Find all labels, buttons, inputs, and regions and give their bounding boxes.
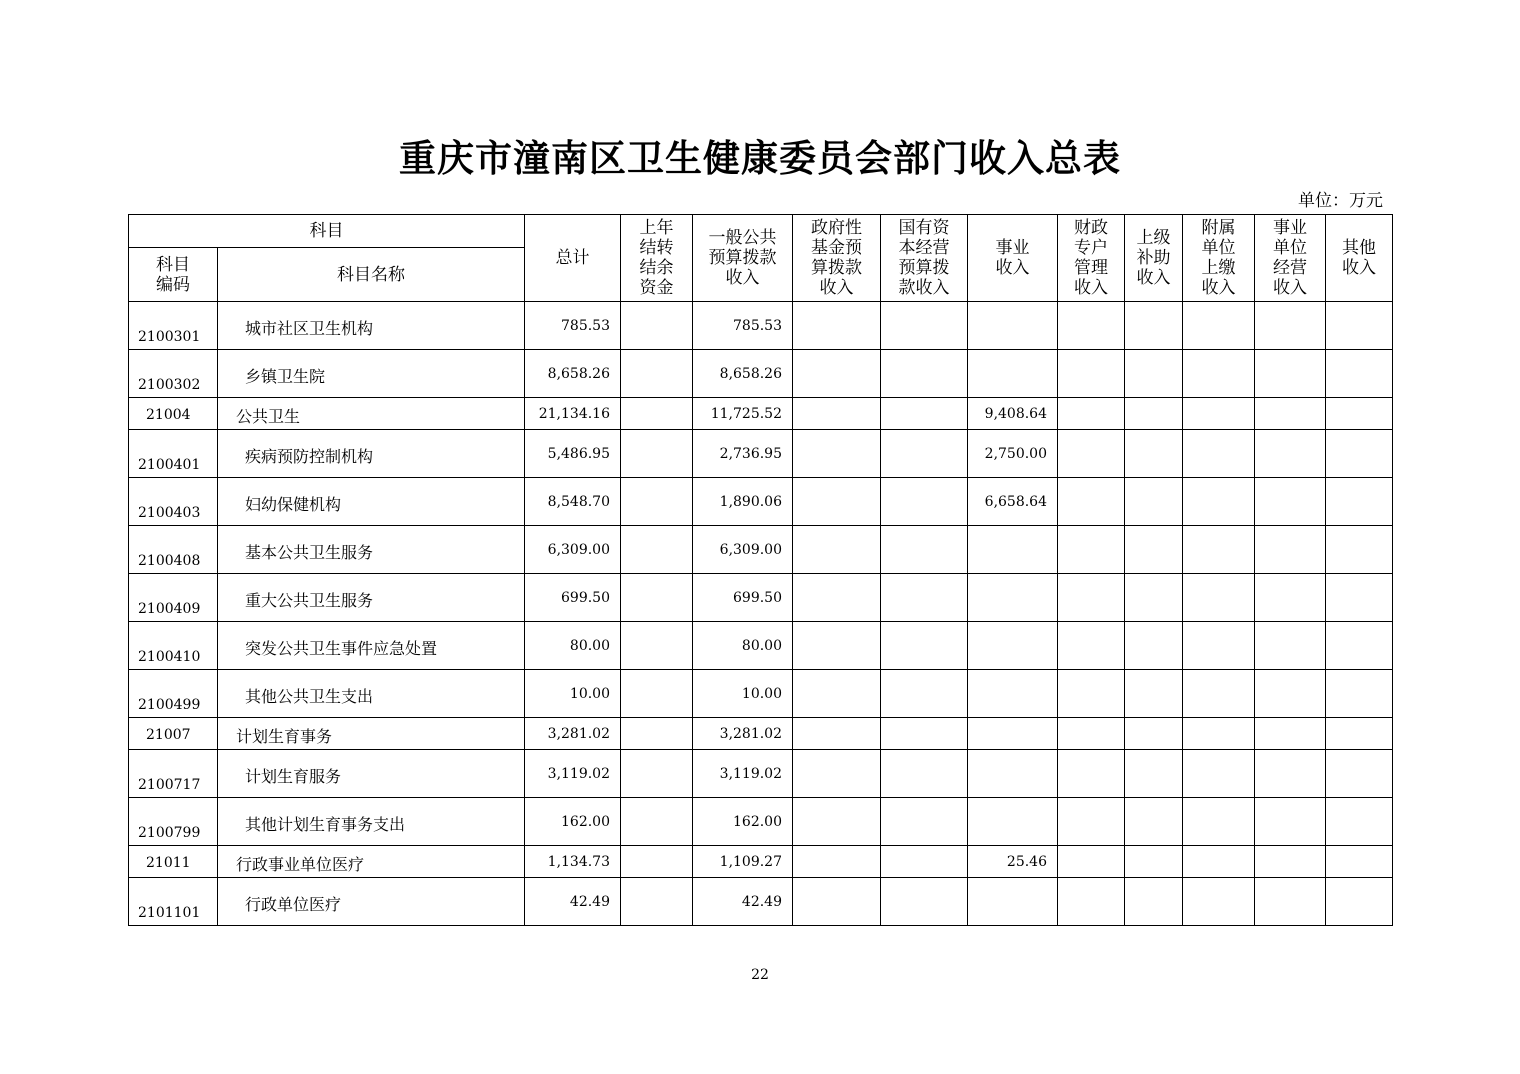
header-code: 科目 编码 (129, 248, 218, 302)
cell-other (1326, 350, 1393, 398)
cell-superior (1125, 526, 1183, 574)
cell-operating (1255, 526, 1326, 574)
cell-affiliated (1183, 670, 1255, 718)
table-row (129, 526, 1393, 574)
cell-gov-fund (793, 302, 881, 350)
cell-state (881, 718, 968, 750)
cell-state (881, 750, 968, 798)
unit-label: 单位：万元 (1298, 191, 1383, 211)
row-name: 公共卫生 (218, 398, 525, 430)
row-code: 2100409 (129, 574, 218, 622)
cell-business (968, 798, 1058, 846)
cell-total: 21,134.16 (525, 398, 621, 430)
cell-superior (1125, 478, 1183, 526)
cell-superior (1125, 398, 1183, 430)
cell-operating (1255, 718, 1326, 750)
cell-special (1058, 846, 1125, 878)
cell-operating (1255, 350, 1326, 398)
cell-special (1058, 718, 1125, 750)
cell-carryover (621, 526, 693, 574)
header-subject: 科目 (129, 215, 525, 248)
cell-affiliated (1183, 622, 1255, 670)
header-carryover: 上年 结转 结余 资金 (621, 215, 693, 302)
row-name: 行政单位医疗 (218, 878, 525, 926)
cell-gov-fund (793, 718, 881, 750)
cell-special (1058, 302, 1125, 350)
header-other: 其他 收入 (1326, 215, 1393, 302)
cell-affiliated (1183, 398, 1255, 430)
cell-carryover (621, 574, 693, 622)
cell-operating (1255, 670, 1326, 718)
cell-special (1058, 750, 1125, 798)
cell-affiliated (1183, 718, 1255, 750)
table-row (129, 430, 1393, 478)
table-row (129, 798, 1393, 846)
cell-gov-fund (793, 398, 881, 430)
row-name: 城市社区卫生机构 (218, 302, 525, 350)
table-row (129, 670, 1393, 718)
table-row (129, 398, 1393, 430)
cell-carryover (621, 878, 693, 926)
cell-superior (1125, 846, 1183, 878)
table-row (129, 718, 1393, 750)
row-code: 2100408 (129, 526, 218, 574)
cell-other (1326, 526, 1393, 574)
cell-other (1326, 846, 1393, 878)
cell-state (881, 478, 968, 526)
cell-state (881, 430, 968, 478)
cell-general: 162.00 (693, 798, 793, 846)
header-name: 科目名称 (218, 248, 525, 302)
cell-operating (1255, 878, 1326, 926)
cell-total: 699.50 (525, 574, 621, 622)
header-superior-subsidy: 上级 补助 收入 (1125, 215, 1183, 302)
cell-business (968, 622, 1058, 670)
cell-affiliated (1183, 478, 1255, 526)
cell-other (1326, 398, 1393, 430)
cell-special (1058, 526, 1125, 574)
cell-special (1058, 798, 1125, 846)
row-name: 计划生育服务 (218, 750, 525, 798)
row-name: 行政事业单位医疗 (218, 846, 525, 878)
row-code: 2100302 (129, 350, 218, 398)
cell-affiliated (1183, 750, 1255, 798)
row-name: 计划生育事务 (218, 718, 525, 750)
cell-operating (1255, 574, 1326, 622)
header-state-capital: 国有资 本经营 预算拨 款收入 (881, 215, 968, 302)
table-row (129, 574, 1393, 622)
row-name: 基本公共卫生服务 (218, 526, 525, 574)
row-code: 2100499 (129, 670, 218, 718)
cell-carryover (621, 430, 693, 478)
header-row-1 (129, 215, 1393, 248)
cell-general: 11,725.52 (693, 398, 793, 430)
cell-state (881, 670, 968, 718)
table-row (129, 350, 1393, 398)
cell-other (1326, 622, 1393, 670)
table-row (129, 846, 1393, 878)
cell-gov-fund (793, 526, 881, 574)
cell-total: 162.00 (525, 798, 621, 846)
page-title: 重庆市潼南区卫生健康委员会部门收入总表 (399, 136, 1121, 180)
cell-special (1058, 430, 1125, 478)
cell-general: 8,658.26 (693, 350, 793, 398)
cell-total: 5,486.95 (525, 430, 621, 478)
cell-business (968, 526, 1058, 574)
cell-total: 3,119.02 (525, 750, 621, 798)
cell-carryover (621, 670, 693, 718)
row-code: 2100717 (129, 750, 218, 798)
cell-business (968, 574, 1058, 622)
cell-operating (1255, 478, 1326, 526)
cell-state (881, 622, 968, 670)
cell-general: 3,119.02 (693, 750, 793, 798)
cell-state (881, 526, 968, 574)
cell-total: 6,309.00 (525, 526, 621, 574)
cell-other (1326, 430, 1393, 478)
cell-general: 6,309.00 (693, 526, 793, 574)
cell-gov-fund (793, 670, 881, 718)
cell-other (1326, 718, 1393, 750)
cell-general: 1,109.27 (693, 846, 793, 878)
cell-carryover (621, 478, 693, 526)
cell-general: 2,736.95 (693, 430, 793, 478)
cell-total: 42.49 (525, 878, 621, 926)
cell-superior (1125, 718, 1183, 750)
row-code: 2100403 (129, 478, 218, 526)
cell-total: 80.00 (525, 622, 621, 670)
cell-carryover (621, 718, 693, 750)
cell-other (1326, 302, 1393, 350)
cell-gov-fund (793, 798, 881, 846)
cell-special (1058, 670, 1125, 718)
cell-business: 25.46 (968, 846, 1058, 878)
cell-other (1326, 574, 1393, 622)
table-row (129, 622, 1393, 670)
cell-special (1058, 478, 1125, 526)
cell-total: 1,134.73 (525, 846, 621, 878)
cell-affiliated (1183, 526, 1255, 574)
cell-superior (1125, 302, 1183, 350)
cell-special (1058, 574, 1125, 622)
cell-operating (1255, 302, 1326, 350)
cell-other (1326, 670, 1393, 718)
cell-business (968, 718, 1058, 750)
header-general-budget: 一般公共 预算拨款 收入 (693, 215, 793, 302)
cell-operating (1255, 846, 1326, 878)
row-code: 2100301 (129, 302, 218, 350)
cell-superior (1125, 622, 1183, 670)
header-special-account: 财政 专户 管理 收入 (1058, 215, 1125, 302)
row-name: 妇幼保健机构 (218, 478, 525, 526)
header-business: 事业 收入 (968, 215, 1058, 302)
table-row (129, 302, 1393, 350)
header-gov-fund: 政府性 基金预 算拨款 收入 (793, 215, 881, 302)
row-code: 2101101 (129, 878, 218, 926)
cell-total: 3,281.02 (525, 718, 621, 750)
cell-gov-fund (793, 478, 881, 526)
cell-total: 8,548.70 (525, 478, 621, 526)
row-code: 2100410 (129, 622, 218, 670)
cell-affiliated (1183, 350, 1255, 398)
cell-general: 42.49 (693, 878, 793, 926)
cell-business: 6,658.64 (968, 478, 1058, 526)
cell-state (881, 846, 968, 878)
cell-affiliated (1183, 574, 1255, 622)
page-number: 22 (751, 967, 769, 983)
cell-business: 9,408.64 (968, 398, 1058, 430)
table-row (129, 750, 1393, 798)
cell-business (968, 670, 1058, 718)
cell-state (881, 398, 968, 430)
header-affiliated: 附属 单位 上缴 收入 (1183, 215, 1255, 302)
cell-business (968, 350, 1058, 398)
cell-business (968, 878, 1058, 926)
cell-operating (1255, 798, 1326, 846)
cell-affiliated (1183, 798, 1255, 846)
cell-general: 10.00 (693, 670, 793, 718)
cell-gov-fund (793, 622, 881, 670)
cell-other (1326, 478, 1393, 526)
cell-state (881, 302, 968, 350)
row-code: 21011 (129, 846, 218, 878)
cell-gov-fund (793, 430, 881, 478)
cell-affiliated (1183, 846, 1255, 878)
cell-general: 699.50 (693, 574, 793, 622)
cell-state (881, 878, 968, 926)
header-total: 总计 (525, 215, 621, 302)
cell-state (881, 350, 968, 398)
cell-operating (1255, 750, 1326, 798)
cell-affiliated (1183, 878, 1255, 926)
cell-gov-fund (793, 878, 881, 926)
row-code: 2100799 (129, 798, 218, 846)
cell-state (881, 798, 968, 846)
cell-general: 1,890.06 (693, 478, 793, 526)
cell-carryover (621, 622, 693, 670)
cell-affiliated (1183, 302, 1255, 350)
cell-superior (1125, 350, 1183, 398)
cell-special (1058, 350, 1125, 398)
cell-special (1058, 398, 1125, 430)
cell-carryover (621, 302, 693, 350)
cell-other (1326, 798, 1393, 846)
row-name: 乡镇卫生院 (218, 350, 525, 398)
cell-special (1058, 622, 1125, 670)
cell-carryover (621, 846, 693, 878)
cell-other (1326, 878, 1393, 926)
cell-operating (1255, 622, 1326, 670)
cell-superior (1125, 878, 1183, 926)
cell-superior (1125, 430, 1183, 478)
cell-superior (1125, 798, 1183, 846)
cell-superior (1125, 574, 1183, 622)
row-code: 21004 (129, 398, 218, 430)
cell-operating (1255, 398, 1326, 430)
cell-carryover (621, 798, 693, 846)
cell-gov-fund (793, 750, 881, 798)
table-row (129, 478, 1393, 526)
cell-total: 8,658.26 (525, 350, 621, 398)
cell-gov-fund (793, 574, 881, 622)
cell-superior (1125, 750, 1183, 798)
income-table (128, 214, 1393, 926)
cell-carryover (621, 398, 693, 430)
cell-carryover (621, 750, 693, 798)
cell-state (881, 574, 968, 622)
cell-business (968, 750, 1058, 798)
row-name: 重大公共卫生服务 (218, 574, 525, 622)
cell-special (1058, 878, 1125, 926)
cell-superior (1125, 670, 1183, 718)
table-row (129, 878, 1393, 926)
cell-affiliated (1183, 430, 1255, 478)
cell-carryover (621, 350, 693, 398)
row-code: 21007 (129, 718, 218, 750)
cell-general: 80.00 (693, 622, 793, 670)
cell-operating (1255, 430, 1326, 478)
cell-business (968, 302, 1058, 350)
header-operating: 事业 单位 经营 收入 (1255, 215, 1326, 302)
cell-general: 785.53 (693, 302, 793, 350)
cell-gov-fund (793, 846, 881, 878)
cell-business: 2,750.00 (968, 430, 1058, 478)
row-code: 2100401 (129, 430, 218, 478)
row-name: 突发公共卫生事件应急处置 (218, 622, 525, 670)
cell-other (1326, 750, 1393, 798)
row-name: 疾病预防控制机构 (218, 430, 525, 478)
row-name: 其他公共卫生支出 (218, 670, 525, 718)
cell-gov-fund (793, 350, 881, 398)
row-name: 其他计划生育事务支出 (218, 798, 525, 846)
cell-total: 785.53 (525, 302, 621, 350)
cell-total: 10.00 (525, 670, 621, 718)
cell-general: 3,281.02 (693, 718, 793, 750)
